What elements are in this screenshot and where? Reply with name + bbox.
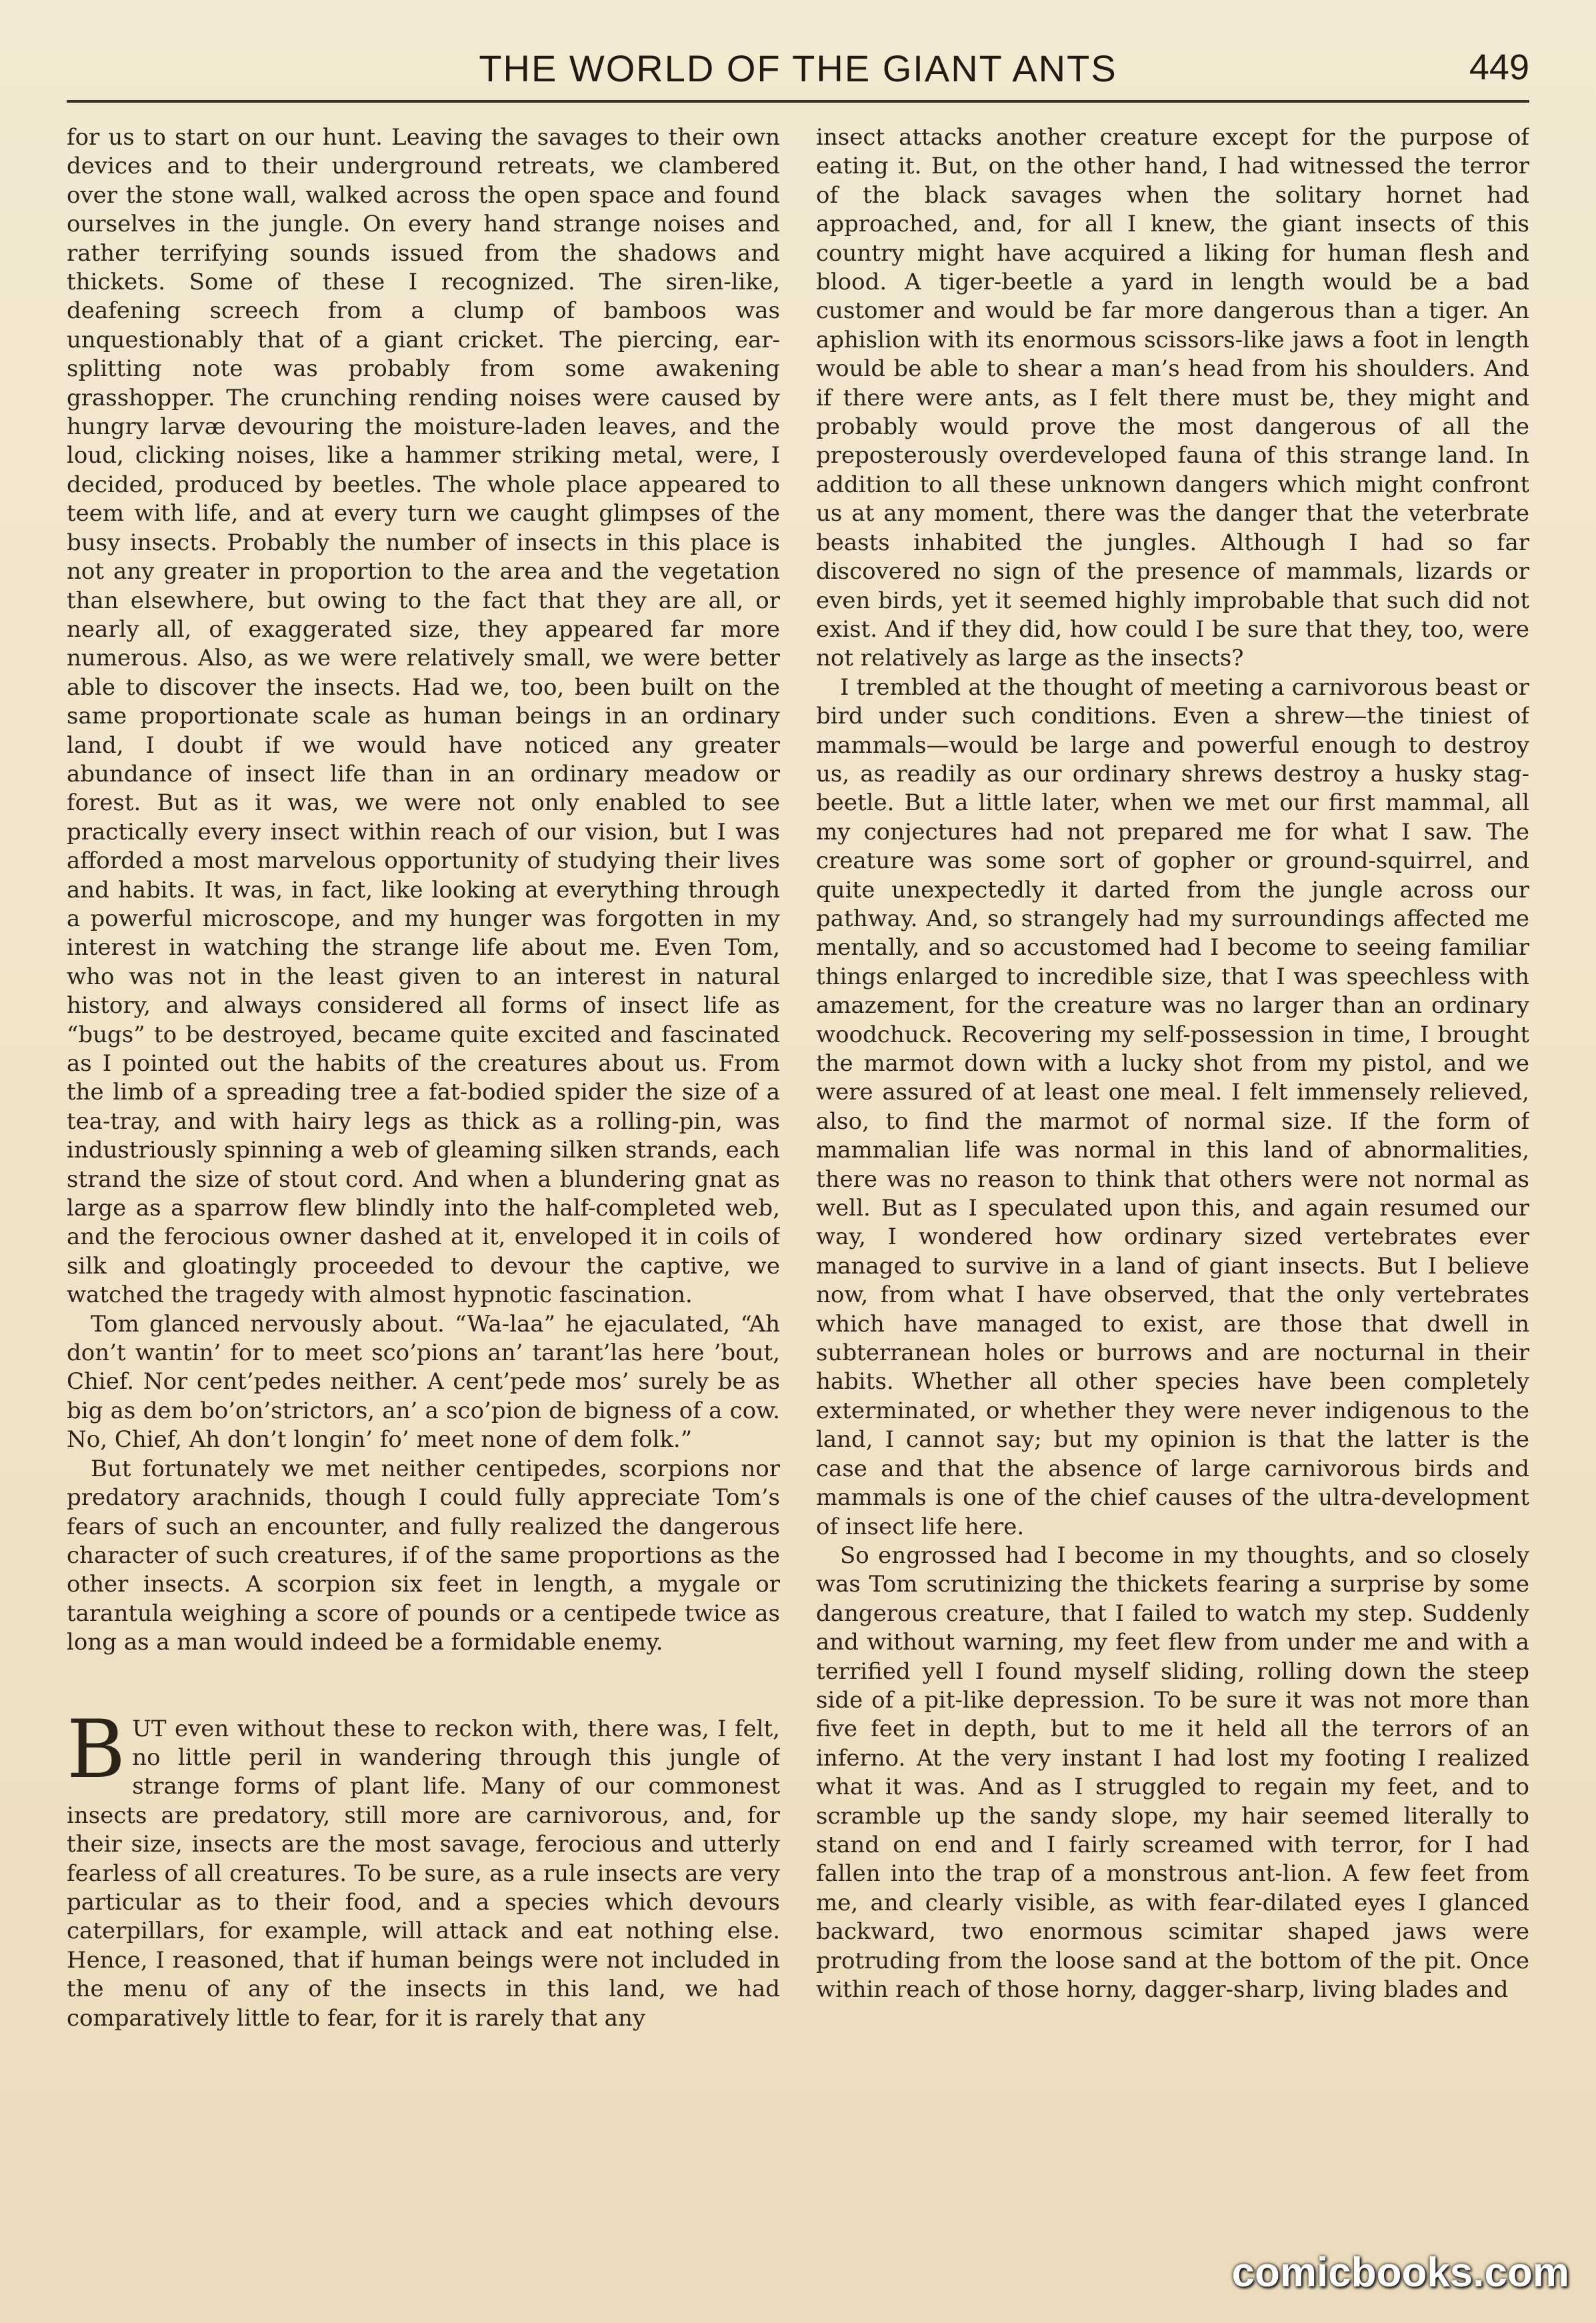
page-number: 449 (1469, 47, 1529, 87)
paragraph: Tom glanced nervously about. “Wa-laa” he ejaculated, “Ah don’t wantin’ for to meet sco’pions an’ tarant’las here ’bout, Chief. Nor cent’pedes neither. A cent’pede mos’ surely be as big as dem bo’on’strictors, an’ a sco’pion de bigness of a cow. No, Chief, Ah don’t longin’ fo’ meet none of dem folk.” (67, 1310, 780, 1454)
page-header (67, 47, 1529, 100)
paragraph: So engrossed had I become in my thoughts, and so closely was Tom scrutinizing the thickets fearing a surprise by some dangerous creature, that I failed to watch my step. Suddenly and without warning, my feet flew from under me and with a terrified yell I found myself sliding, rolling down the steep side of a pit-like depression. To be sure it was not more than five feet in depth, but to me it held all the terrors of an inferno. At the very instant I had lost my footing I realized what it was. And as I struggled to regain my feet, and to scramble up the sandy slope, my hair seemed literally to stand on end and I fairly screamed with terror, for I had fallen into the trap of a monstrous ant-lion. A few feet from me, and clearly visible, as with fear-dilated eyes I glanced backward, two enormous scimitar shaped jaws were protruding from the loose sand at the bottom of the pit. Once within reach of those horny, dagger-sharp, living blades and (816, 1542, 1529, 2003)
header-rule (67, 100, 1529, 103)
right-column (816, 123, 1529, 2204)
paragraph-drop-cap: BUT even without these to reckon with, there was, I felt, no little peril in wandering through this jungle of strange forms of plant life. Many of our commonest insects are predatory, still more are carnivorous, and, for their size, insects are the most savage, ferocious and utterly fearless of all creatures. To be sure, as a rule insects are very particular as to their food, and a species which devours caterpillars, for example, will attack and eat nothing else. Hence, I reasoned, that if human beings were not included in the menu of any of the insects in this land, we had comparatively little to fear, for it is rarely that any (67, 1703, 780, 2032)
section-break (67, 1658, 780, 1715)
text-columns (67, 123, 1529, 2204)
paragraph: for us to start on our hunt. Leaving the savages to their own devices and to their underground retreats, we clambered over the stone wall, walked across the open space and found ourselves in the jungle. On every hand strange noises and rather terrifying sounds issued from the shadows and thickets. Some of these I recognized. The siren-like, deafening screech from a clump of bamboos was unquestionably that of a giant cricket. The piercing, ear-splitting note was probably from some awakening grasshopper. The crunching rending noises were caused by hungry larvæ devouring the moisture-laden leaves, and the loud, clicking noises, like a hammer striking metal, were, I decided, produced by beetles. The whole place appeared to teem with life, and at every turn we caught glimpses of the busy insects. Probably the number of insects in this place is not any greater in proportion to the area and the vegetation than elsewhere, but owing to the fact that they are all, or nearly all, of exaggerated size, they appeared far more numerous. Also, as we were relatively small, we were better able to discover the insects. Had we, too, been built on the same proportionate scale as human beings in an ordinary land, I doubt if we would have noticed any greater abundance of insect life than in an ordinary meadow or forest. But as it was, we were not only enabled to see practically every insect within reach of our vision, but I was afforded a most marvelous opportunity of studying their lives and habits. It was, in fact, like looking at everything through a powerful microscope, and my hunger was forgotten in my interest in watching the strange life about me. Even Tom, who was not in the least given to an interest in natural history, and always considered all forms of insect life as “bugs” to be destroyed, became quite excited and fascinated as I pointed out the habits of the creatures about us. From the limb of a spreading tree a fat-bodied spider the size of a tea-tray, and with hairy legs as thick as a rolling-pin, was industriously spinning a web of gleaming silken strands, each strand the size of stout cord. And when a blundering gnat as large as a sparrow flew blindly into the half-completed web, and the ferocious owner dashed at it, enveloped it in coils of silk and gloatingly proceeded to devour the captive, we watched the tragedy with almost hypnotic fascination. (67, 124, 780, 1309)
paragraph: But fortunately we met neither centipedes, scorpions nor predatory arachnids, though I could fully appreciate Tom’s fears of such an encounter, and fully realized the dangerous character of such creatures, if of the same proportions as the other insects. A scorpion six feet in length, a mygale or tarantula weighing a score of pounds or a centipede twice as long as a man would indeed be a formidable enemy. (67, 1455, 780, 1656)
site-watermark: comicbooks.com (1231, 2250, 1569, 2296)
left-column (67, 123, 780, 2204)
running-title: THE WORLD OF THE GIANT ANTS (479, 47, 1117, 89)
paragraph: I trembled at the thought of meeting a carnivorous beast or bird under such conditions. Even a shrew—the tiniest of mammals—would be large and powerful enough to destroy us, as readily as our ordinary shrews destroy a husky stag-beetle. But a little later, when we met our first mammal, all my conjectures had not prepared me for what I saw. The creature was some sort of gopher or ground-squirrel, and quite unexpectedly it darted from the jungle across our pathway. And, so strangely had my surroundings affected me mentally, and so accustomed had I become to seeing familiar things enlarged to incredible size, that I was speechless with amazement, for the creature was no larger than an ordinary woodchuck. Recovering my self-possession in time, I brought the marmot down with a lucky shot from my pistol, and we were assured of at least one meal. I felt immensely relieved, also, to find the marmot of normal size. If the form of mammalian life was normal in this land of abnormalities, there was no reason to think that others were not normal as well. But as I speculated upon this, and again resumed our way, I wondered how ordinary sized vertebrates ever managed to survive in a land of giant insects. But I believe now, from what I have observed, that the only vertebrates which have managed to exist, are those that dwell in subterranean holes or burrows and are nocturnal in their habits. Whether all other species have been completely exterminated, or whether they were never indigenous to the land, I cannot say; but my opinion is that the latter is the case and that the absence of large carnivorous birds and mammals is one of the chief causes of the ultra-development of insect life here. (816, 673, 1529, 1540)
paragraph: insect attacks another creature except for the purpose of eating it. But, on the other hand, I had witnessed the terror of the black savages when the solitary hornet had approached, and, for all I knew, the giant insects of this country might have acquired a liking for human flesh and blood. A tiger-beetle a yard in length would be a bad customer and would be far more dangerous than a tiger. An aphislion with its enormous scissors-like jaws a foot in length would be able to shear a man’s head from his shoulders. And if there were ants, as I felt there must be, they might and probably would prove the most dangerous of all the preposterously overdeveloped fauna of this strange land. In addition to all these unknown dangers which might confront us at any moment, there was the danger that the veterbrate beasts inhabited the jungles. Although I had so far discovered no sign of the presence of mammals, lizards or even birds, yet it seemed highly improbable that such did not exist. And if they did, how could I be sure that they, too, were not relatively as large as the insects? (816, 124, 1529, 672)
